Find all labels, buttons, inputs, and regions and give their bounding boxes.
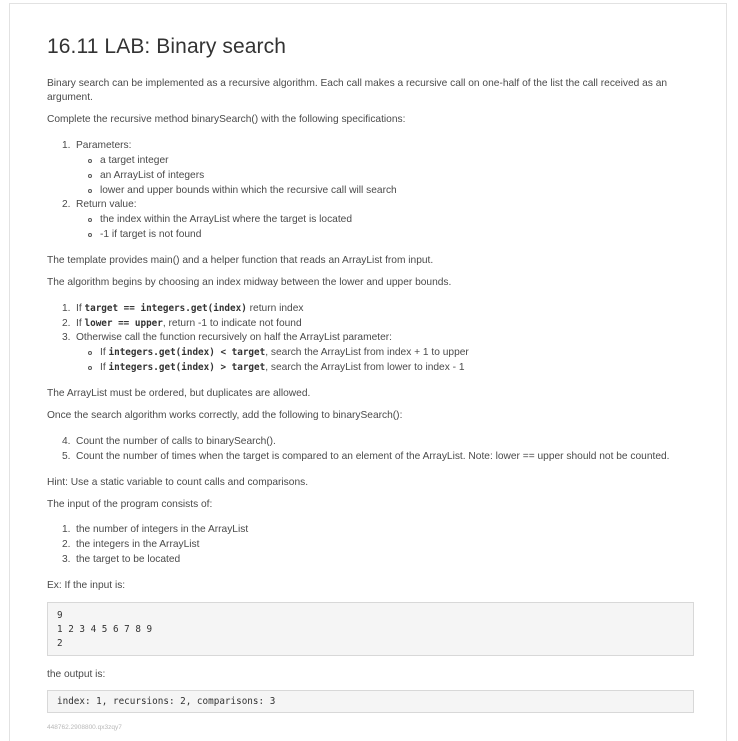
input-item: 3. the target to be located xyxy=(62,554,181,565)
code-line: index: 1, recursions: 2, comparisons: 3 xyxy=(57,696,276,707)
lab-panel xyxy=(9,3,727,741)
bullet-icon xyxy=(88,351,92,355)
spec-param: an ArrayList of integers xyxy=(100,169,204,183)
algo-step-1: 1. If target == integers.get(index) return index xyxy=(62,303,304,314)
input-item: 1. the number of integers in the ArrayList xyxy=(62,524,249,535)
input-item: 2. the integers in the ArrayList xyxy=(62,539,200,550)
bullet-icon xyxy=(88,366,92,370)
spec-return: -1 if target is not found xyxy=(100,228,201,242)
intro-text: Binary search can be implemented as a recursive algorithm. Each call makes a recursive call on one-half of the list the call received as an argument. xyxy=(47,78,668,103)
code-line: 2 xyxy=(57,638,63,649)
spec-param: lower and upper bounds within which the recursive call will search xyxy=(100,184,397,198)
extra-step-4: 4. Count the number of calls to binarySearch(). xyxy=(62,436,276,447)
bullet-icon xyxy=(88,159,92,163)
bullet-icon xyxy=(88,218,92,222)
example-label: Ex: If the input is: xyxy=(47,580,126,591)
input-intro: The input of the program consists of: xyxy=(47,499,213,510)
algo-step-3: 3. Otherwise call the function recursively on half the ArrayList parameter: xyxy=(62,332,392,343)
template-note: The template provides main() and a helper function that reads an ArrayList from input. xyxy=(47,255,434,266)
footer-id: 448762.2908800.qx3zqy7 xyxy=(47,724,122,731)
algo-step-2: 2. If lower == upper, return -1 to indicate not found xyxy=(62,318,302,329)
code-line: 9 xyxy=(57,610,63,621)
algo-substep: If integers.get(index) < target, search the ArrayList from index + 1 to upper xyxy=(100,346,469,360)
bullet-icon xyxy=(88,174,92,178)
output-label: the output is: xyxy=(47,669,106,680)
spec-return: the index within the ArrayList where the target is located xyxy=(100,213,352,227)
complete-text: Complete the recursive method binarySearch() with the following specifications: xyxy=(47,114,406,125)
algo-substep: If integers.get(index) > target, search the ArrayList from lower to index - 1 xyxy=(100,361,465,375)
example-input-block xyxy=(47,602,694,656)
hint-text: Hint: Use a static variable to count calls and comparisons. xyxy=(47,477,309,488)
spec-item-return: 2. Return value: xyxy=(62,199,137,210)
bullet-icon xyxy=(88,233,92,237)
example-output-block xyxy=(47,690,694,713)
extra-step-5: 5. Count the number of times when the target is compared to an element of the ArrayList. Note: lower == upper should not be counted. xyxy=(62,451,670,462)
page-title: 16.11 LAB: Binary search xyxy=(47,35,286,58)
spec-item-params: 1. Parameters: xyxy=(62,140,132,151)
ordered-note: The ArrayList must be ordered, but duplicates are allowed. xyxy=(47,388,311,399)
algorithm-intro: The algorithm begins by choosing an index midway between the lower and upper bounds. xyxy=(47,277,452,288)
once-note: Once the search algorithm works correctly, add the following to binarySearch(): xyxy=(47,410,403,421)
spec-param: a target integer xyxy=(100,154,169,168)
code-line: 1 2 3 4 5 6 7 8 9 xyxy=(57,624,153,635)
bullet-icon xyxy=(88,189,92,193)
